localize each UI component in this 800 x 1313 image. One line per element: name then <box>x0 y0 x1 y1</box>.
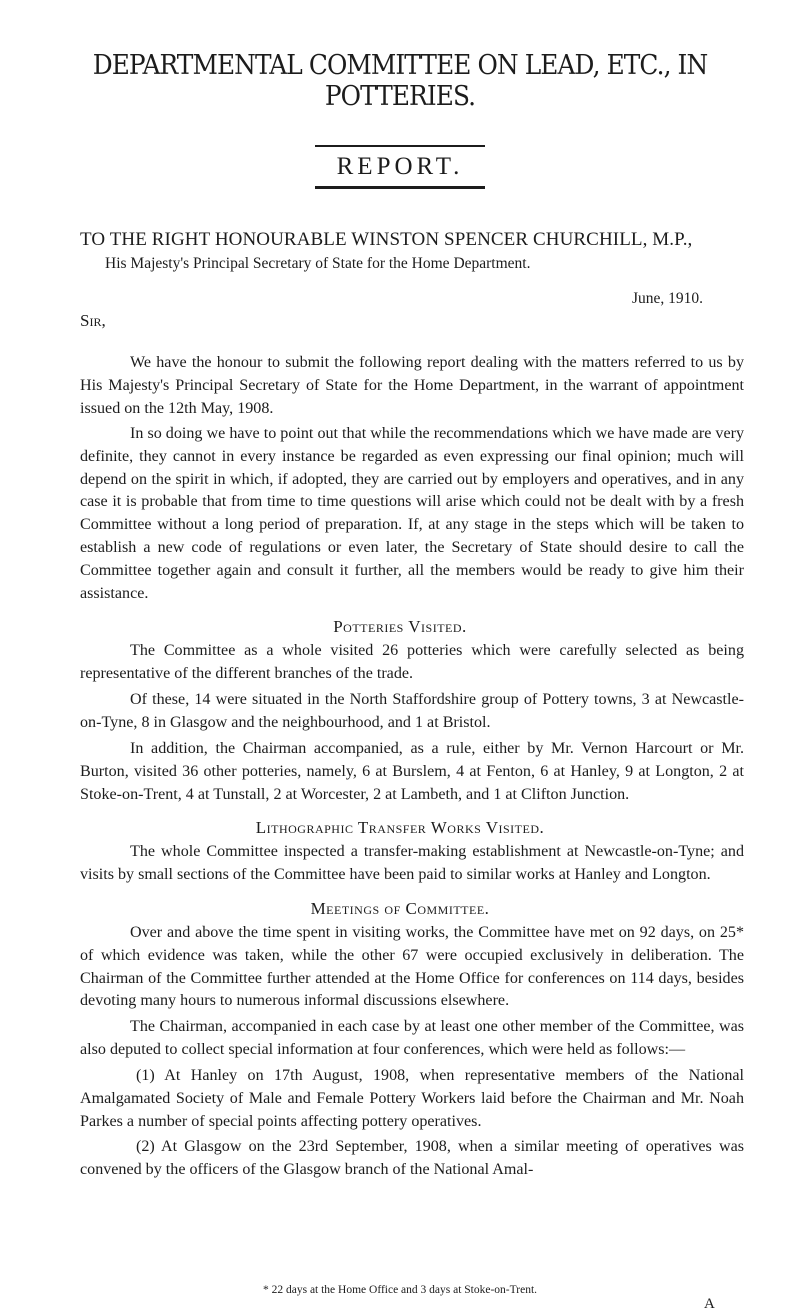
bottom-rule <box>315 186 485 189</box>
report-title: REPORT. <box>336 153 464 180</box>
addressee: TO THE RIGHT HONOURABLE WINSTON SPENCER CHURCHILL, M.P., <box>80 229 693 250</box>
addressee-title: His Majesty's Principal Secretary of State for the Home Department. <box>105 255 531 272</box>
body-paragraph: The whole Committee inspected a transfer-making establishment at Newcastle-on-Tyne; and visits by small sections of the Committee have been paid to similar works at Hanley and Longton. <box>80 843 744 883</box>
footnote: * 22 days at the Home Office and 3 days at Stoke-on-Trent. <box>262 1284 538 1296</box>
department-title: DEPARTMENTAL COMMITTEE ON LEAD, ETC., IN POTTERIES. <box>92 50 708 112</box>
salutation: Sir, <box>80 311 106 330</box>
letter-date: June, 1910. <box>632 290 704 307</box>
body-paragraph: Of these, 14 were situated in the North Staffordshire group of Pottery towns, 3 at Newcastle-on-Tyne, 8 in Glasgow and the neighbourhood, and 1 at Bristol. <box>80 691 744 731</box>
section-heading-meetings: Meetings of Committee. <box>310 899 490 918</box>
section-heading-lithographic-transfer: Lithographic Transfer Works Visited. <box>255 818 545 837</box>
signature-mark: A <box>704 1296 715 1312</box>
body-paragraph: The Committee as a whole visited 26 potteries which were carefully selected as being representative of the different branches of the trade. <box>80 642 744 682</box>
section-heading-potteries-visited: Potteries Visited. <box>333 617 467 636</box>
intro-paragraph: In so doing we have to point out that while the recommendations which we have made are very definite, they cannot in every instance be regarded as even expressing our final opinion; much will depend on the spirit in which, if adopted, they are carried out by employers and operatives, and in any case it is probable that from time to time questions will arise which could not be dealt with by a fresh Committee without a long period of preparation. If, at any stage in the steps which will be taken to establish a new code of regulations or even later, the Secretary of State should desire to call the Committee together again and consult it further, all the members would be ready to give him their assistance. <box>80 425 744 602</box>
body-paragraph: (1) At Hanley on 17th August, 1908, when representative members of the National Amalgamated Society of Male and Female Pottery Workers laid before the Chairman and Mr. Noah Parkes a number of special points affecting pottery operatives. <box>80 1067 744 1130</box>
body-paragraph: Over and above the time spent in visiting works, the Committee have met on 92 days, on 25* of which evidence was taken, while the other 67 were occupied exclusively in deliberation. The Chairman of the Committee further attended at the Home Office for conferences on 114 days, besides devoting many hours to numerous informal discussions elsewhere. <box>80 924 744 1010</box>
body-paragraph: The Chairman, accompanied in each case by at least one other member of the Committee, was also deputed to collect special information at four conferences, which were held as follows:— <box>80 1018 744 1058</box>
body-paragraph: (2) At Glasgow on the 23rd September, 1908, when a similar meeting of operatives was convened by the officers of the Glasgow branch of the National Amal- <box>80 1138 744 1178</box>
top-rule <box>315 145 485 147</box>
body-paragraph: In addition, the Chairman accompanied, as a rule, either by Mr. Vernon Harcourt or Mr. Burton, visited 36 other potteries, namely, 6 at Burslem, 4 at Fenton, 6 at Hanley, 9 at Longton, 2 at Stoke-on-Trent, 4 at Tunstall, 2 at Worcester, 2 at Lambeth, and 1 at Clifton Junction. <box>80 740 744 803</box>
intro-paragraph: We have the honour to submit the following report dealing with the matters referred to us by His Majesty's Principal Secretary of State for the Home Department, in the warrant of appointment issued on the 12th May, 1908. <box>80 354 744 417</box>
